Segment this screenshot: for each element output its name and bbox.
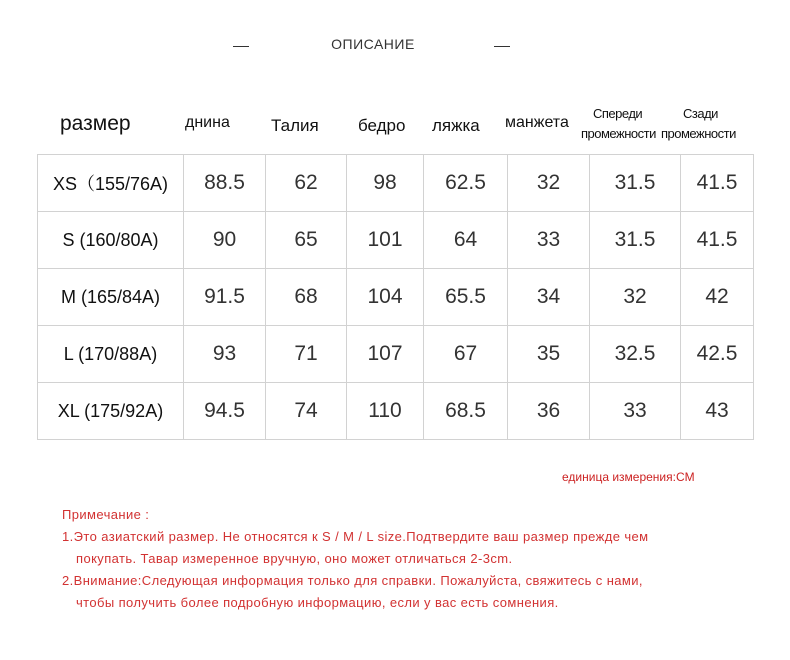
- cuff-cell: 35: [508, 326, 590, 383]
- cuff-cell: 33: [508, 212, 590, 269]
- note-2-line-1: 2.Внимание:Следующая информация только для справки. Пожалуйста, свяжитесь с нами,: [62, 573, 643, 588]
- table-row: [38, 269, 754, 326]
- cuff-cell: 32: [508, 155, 590, 212]
- waist-cell: 74: [266, 383, 347, 440]
- hip-cell: 101: [347, 212, 424, 269]
- hip-cell: 98: [347, 155, 424, 212]
- hip-cell: 107: [347, 326, 424, 383]
- back-rise-cell: 41.5: [681, 212, 754, 269]
- header-waist: Талия: [271, 116, 319, 135]
- cuff-cell: 34: [508, 269, 590, 326]
- thigh-cell: 65.5: [424, 269, 508, 326]
- front-rise-cell: 32.5: [590, 326, 681, 383]
- note-2-line-2: чтобы получить более подробную информацию, если у вас есть сомнения.: [76, 595, 559, 610]
- thigh-cell: 68.5: [424, 383, 508, 440]
- column-headers: [0, 100, 790, 150]
- length-cell: 90: [184, 212, 266, 269]
- size-cell: XS（155/76A): [38, 155, 184, 212]
- front-rise-cell: 33: [590, 383, 681, 440]
- header-front-rise-line1: Спереди: [593, 106, 643, 121]
- header-size: размер: [60, 112, 131, 135]
- size-cell: L (170/88A): [38, 326, 184, 383]
- cuff-cell: 36: [508, 383, 590, 440]
- hip-cell: 104: [347, 269, 424, 326]
- back-rise-cell: 41.5: [681, 155, 754, 212]
- notes-heading: Примечание :: [62, 507, 150, 522]
- back-rise-cell: 42: [681, 269, 754, 326]
- hip-cell: 110: [347, 383, 424, 440]
- front-rise-cell: 32: [590, 269, 681, 326]
- unit-label: единица измерения:CM: [562, 470, 695, 484]
- header-front-rise-line2: промежности: [581, 126, 656, 141]
- waist-cell: 71: [266, 326, 347, 383]
- length-cell: 91.5: [184, 269, 266, 326]
- title-dash-right: [494, 46, 510, 47]
- front-rise-cell: 31.5: [590, 212, 681, 269]
- thigh-cell: 67: [424, 326, 508, 383]
- length-cell: 94.5: [184, 383, 266, 440]
- header-back-rise: [661, 104, 736, 144]
- header-hip: бедро: [358, 116, 406, 135]
- length-cell: 88.5: [184, 155, 266, 212]
- waist-cell: 68: [266, 269, 347, 326]
- header-thigh: ляжка: [432, 116, 480, 135]
- notes-block: [62, 504, 649, 614]
- waist-cell: 62: [266, 155, 347, 212]
- size-cell: XL (175/92A): [38, 383, 184, 440]
- thigh-cell: 64: [424, 212, 508, 269]
- size-cell: S (160/80A): [38, 212, 184, 269]
- note-1-line-1: 1.Это азиатский размер. Не относятся к S / M / L size.Подтвердите ваш размер прежде чем: [62, 529, 649, 544]
- size-table: [37, 154, 754, 440]
- back-rise-cell: 43: [681, 383, 754, 440]
- note-1-line-2: покупать. Тавар измеренное вручную, оно может отличаться 2-3cm.: [76, 551, 513, 566]
- table-row: [38, 326, 754, 383]
- length-cell: 93: [184, 326, 266, 383]
- thigh-cell: 62.5: [424, 155, 508, 212]
- waist-cell: 65: [266, 212, 347, 269]
- section-title: [0, 34, 790, 58]
- header-cuff: манжета: [505, 114, 569, 131]
- size-cell: M (165/84A): [38, 269, 184, 326]
- header-front-rise: [581, 104, 656, 144]
- back-rise-cell: 42.5: [681, 326, 754, 383]
- table-row: [38, 383, 754, 440]
- header-back-rise-line1: Сзади: [683, 106, 718, 121]
- table-row: [38, 212, 754, 269]
- table-row: [38, 155, 754, 212]
- front-rise-cell: 31.5: [590, 155, 681, 212]
- header-length: днина: [185, 114, 230, 131]
- header-back-rise-line2: промежности: [661, 126, 736, 141]
- title-text: ОПИСАНИЕ: [331, 36, 415, 52]
